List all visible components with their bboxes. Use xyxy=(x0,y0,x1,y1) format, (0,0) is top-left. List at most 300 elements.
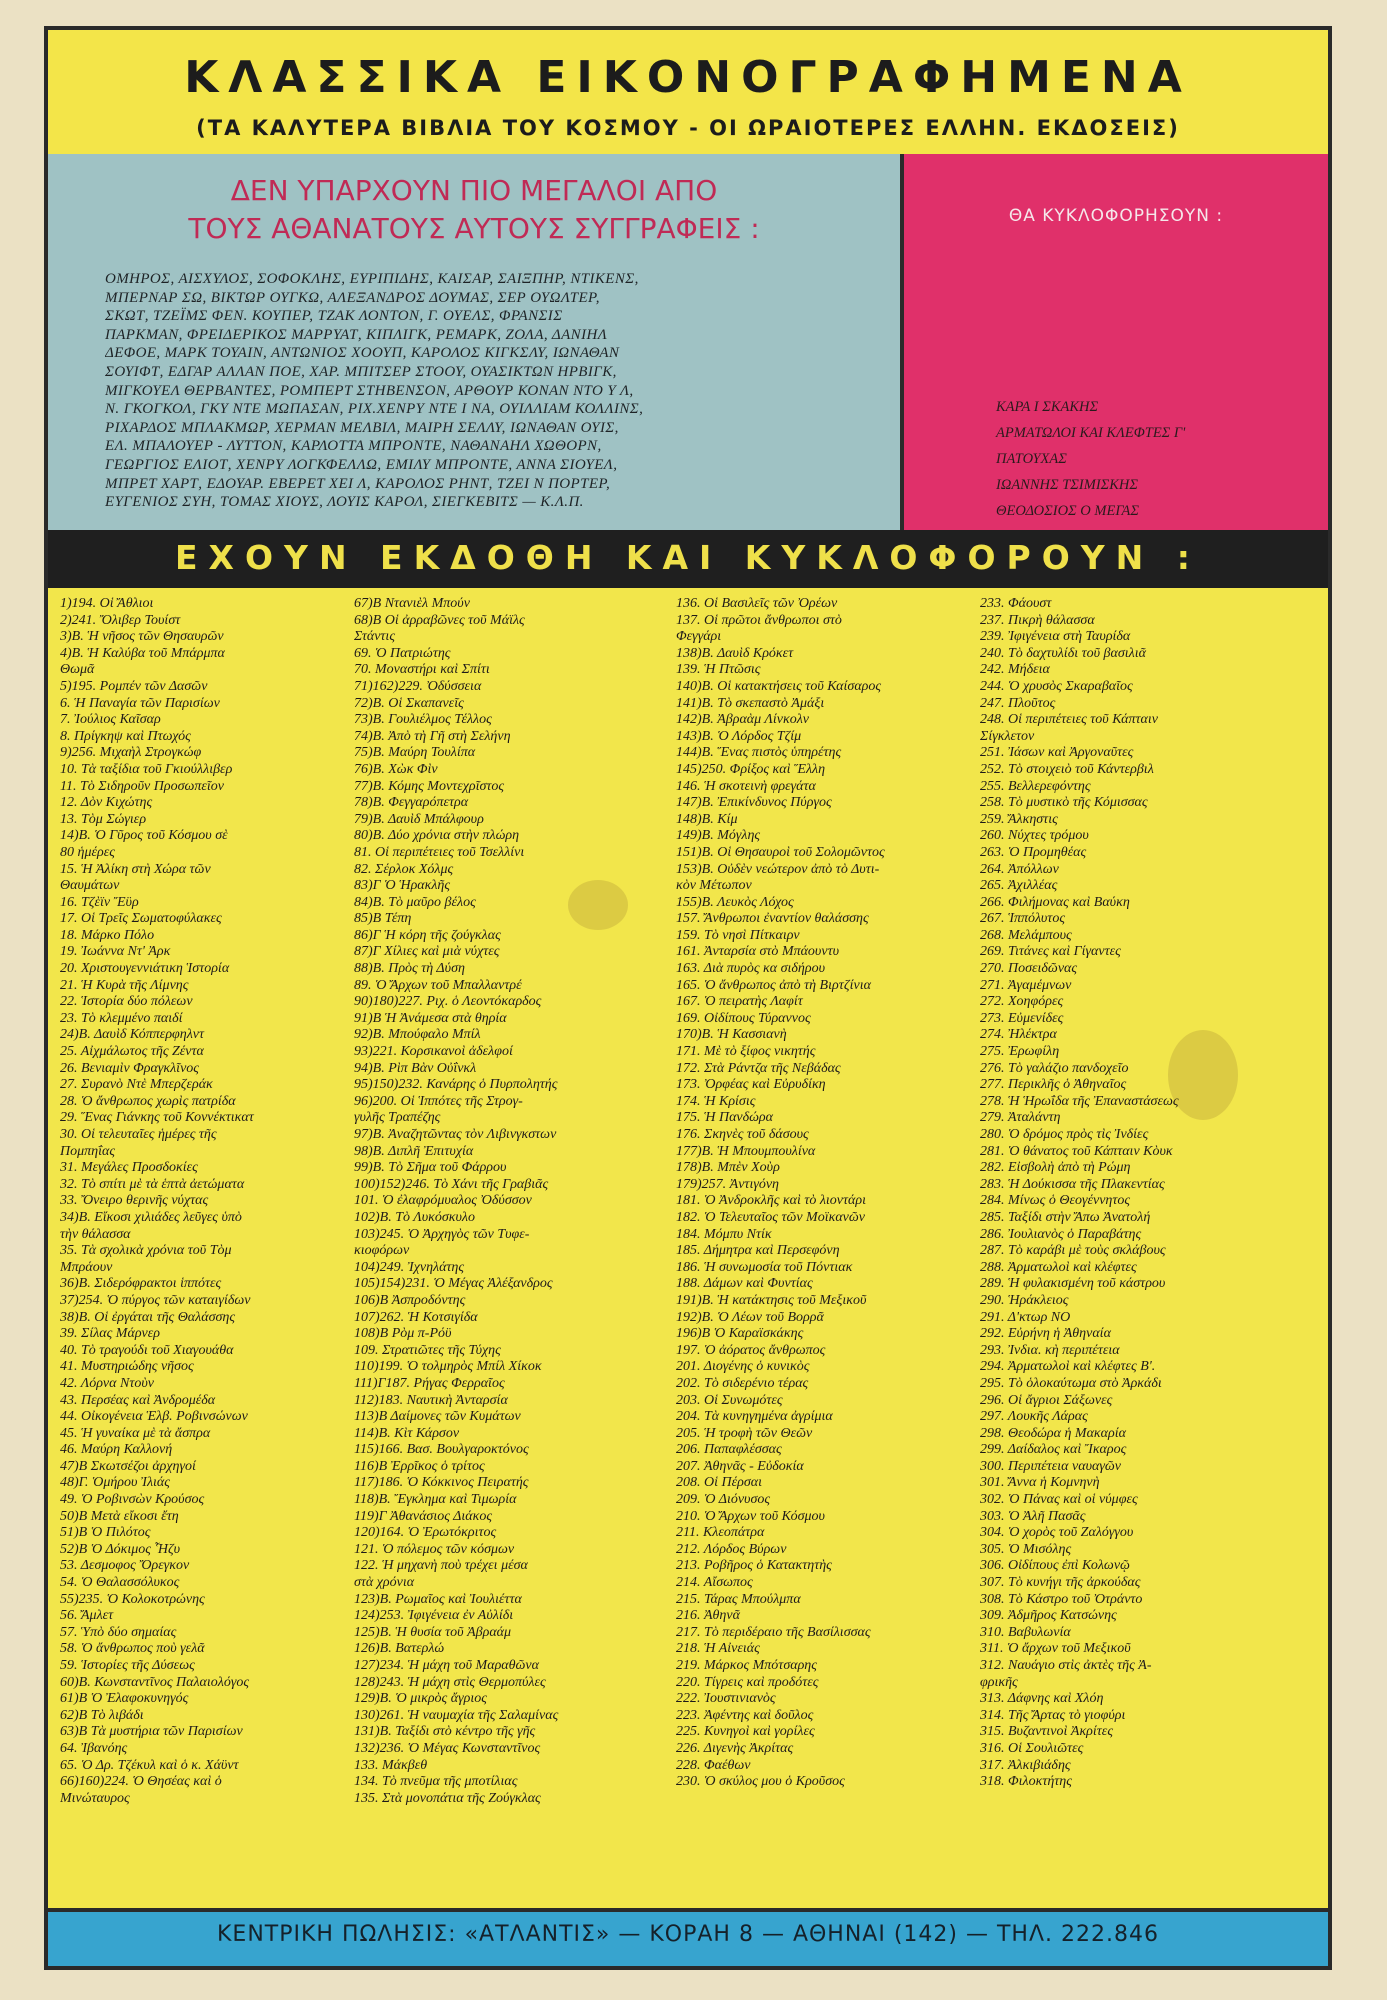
title-entry: 19. Ἰωάννα Ντ' Ἀρκ xyxy=(60,944,171,960)
title-entry: 40. Τὸ τραγούδι τοῦ Χιαγουάθα xyxy=(60,1342,234,1358)
title-entry: 147)Β. Ἐπικίνδυνος Πύργος xyxy=(676,795,832,811)
title-entry: 204. Τὰ κυνηγημένα ἀγρίμια xyxy=(676,1409,833,1425)
title-entry: 45. Ἡ γυναίκα μὲ τὰ ἄσπρα xyxy=(60,1425,211,1441)
title-entry: 8. Πρίγκηψ καὶ Πτωχός xyxy=(60,728,191,744)
title-entry: 279. Ἀταλάντη xyxy=(980,1110,1061,1126)
main-title: ΚΛΑΣΣΙΚΑ ΕΙΚΟΝΟΓΡΑΦΗΜΕΝΑ xyxy=(184,52,1192,103)
title-entry: 41. Μυστηριώδης νῆσος xyxy=(60,1359,194,1375)
title-entry: 47)Β Σκωτσέζοι ἀρχηγοί xyxy=(60,1458,196,1474)
title-entry: 48)Γ. Ὁμήρου Ἰλιάς xyxy=(60,1475,170,1491)
title-entry: 34)Β. Εἴκοσι χιλιάδες λεῦγες ὑπὸ xyxy=(60,1209,242,1225)
title-entry: 230. Ὁ σκύλος μου ὁ Κροῦσος xyxy=(676,1774,845,1790)
title-entry: 100)152)246. Τὸ Χάνι τῆς Γραβιᾶς xyxy=(354,1176,549,1192)
title-entry: 307. Τὸ κυνήγι τῆς ἀρκούδας xyxy=(980,1575,1141,1591)
title-entry: Θαυμάτων xyxy=(60,878,120,894)
title-entry: 205. Ἡ τροφὴ τῶν Θεῶν xyxy=(676,1425,813,1441)
title-entry: 145)250. Φρίξος καὶ Ἕλλη xyxy=(676,761,826,777)
title-entry: 276. Τὸ γαλάζιο πανδοχεῖο xyxy=(980,1060,1129,1076)
title-entry: 239. Ἰφιγένεια στὴ Ταυρίδα xyxy=(980,629,1131,645)
title-entry: 309. Ἀδμῆρος Κατσώνης xyxy=(980,1608,1117,1624)
title-entry: 35. Τὰ σχολικὰ χρόνια τοῦ Τὸμ xyxy=(60,1243,232,1259)
title-entry: φρικῆς xyxy=(980,1674,1018,1690)
title-entry: 219. Μάρκος Μπότσαρης xyxy=(676,1658,817,1673)
title-entry: 89. Ὁ Ἄρχων τοῦ Μπαλλαντρέ xyxy=(354,977,522,993)
title-entry: 114)Β. Κὶτ Κάρσον xyxy=(354,1425,460,1441)
title-entry: 36)Β. Σιδερόφρακτοι ἱππότες xyxy=(60,1276,222,1292)
title-entry: 273. Εὐμενίδες xyxy=(980,1010,1064,1026)
title-entry: 312. Ναυάγιο στὶς ἀκτὲς τῆς Ἀ- xyxy=(980,1658,1152,1673)
title-entry: 218. Ἡ Αἰνειάς xyxy=(676,1641,760,1657)
forthcoming-list xyxy=(996,394,1185,524)
title-entry: 226. Διγενὴς Ἀκρίτας xyxy=(676,1740,794,1756)
forthcoming-title: ΘΕΟΔΟΣΙΟΣ Ο ΜΕΓΑΣ xyxy=(996,503,1139,519)
title-entry: 178)Β. Μπὲν Χοὺρ xyxy=(676,1160,780,1176)
title-entry: 80)Β. Δύο χρόνια στὴν πλώρη xyxy=(354,828,520,844)
title-entry: 285. Ταξίδι στὴν Ἄπω Ἀνατολή xyxy=(980,1209,1151,1225)
title-entry: γυλῆς Τραπέζης xyxy=(354,1110,441,1126)
title-entry: 135. Στὰ μονοπάτια τῆς Ζούγκλας xyxy=(354,1790,541,1806)
title-entry: 58. Ὁ ἄνθρωπος ποὺ γελᾶ xyxy=(60,1641,205,1657)
title-entry: 128)243. Ἡ μάχη στὶς Θερμοπύλες xyxy=(354,1674,546,1690)
title-entry: 62)Β Τὸ λιβάδι xyxy=(60,1707,144,1723)
title-entry: 71)162)229. Ὀδύσσεια xyxy=(354,678,482,694)
title-entry: 271. Ἀγαμέμνων xyxy=(980,977,1072,993)
title-entry: 170)Β. Ἡ Κασσιανὴ xyxy=(676,1027,787,1043)
title-entry: 310. Βαβυλωνία xyxy=(980,1624,1071,1640)
title-entry: 64. Ἰβανόης xyxy=(60,1740,128,1756)
title-entry: 167. Ὁ πειρατὴς Λαφίτ xyxy=(676,994,803,1010)
paper-stain xyxy=(1168,1030,1238,1120)
title-entry: 65. Ὁ Δρ. Τζέκυλ καὶ ὁ κ. Χάϋντ xyxy=(60,1757,239,1773)
title-entry: 68)Β Οἱ ἀρραβῶνες τοῦ Μάϊλς xyxy=(354,612,525,628)
title-entry: 284. Μίνως ὁ Θεογέννητος xyxy=(980,1193,1131,1209)
title-entry: 55)235. Ὁ Κολοκοτρώνης xyxy=(60,1591,205,1607)
title-entry: κιοφόρων xyxy=(354,1243,410,1259)
forthcoming-heading: ΘΑ ΚΥΚΛΟΦΟΡΗΣΟΥΝ : xyxy=(1008,206,1224,226)
title-entry: 278. Ἡ Ἡρωΐδα τῆς Ἐπαναστάσεως xyxy=(980,1093,1179,1109)
title-entry: 50)Β Μετὰ εἴκοσι ἔτη xyxy=(60,1508,179,1524)
title-entry: 3)Β. Ἡ νῆσος τῶν Θησαυρῶν xyxy=(60,629,224,645)
title-entry: 121. Ὁ πόλεμος τῶν κόσμων xyxy=(354,1541,515,1557)
title-entry: 228. Φαέθων xyxy=(676,1757,751,1773)
title-entry: 7. Ἰούλιος Καῖσαρ xyxy=(60,712,161,728)
title-entry: 66)160)224. Ὁ Θησέας καὶ ὁ xyxy=(60,1774,222,1790)
title-entry: 140)Β. Οἱ κατακτήσεις τοῦ Καίσαρος xyxy=(676,678,882,694)
title-entry: 314. Τῆς Ἄρτας τὸ γιοφύρι xyxy=(980,1707,1126,1723)
title-entry: 255. Βελλερεφόντης xyxy=(980,778,1091,794)
title-entry: 303. Ὁ Ἀλῆ Πασᾶς xyxy=(980,1508,1086,1524)
title-entry: 42. Λόρνα Ντοὺν xyxy=(60,1375,154,1391)
title-entry: 108)Β Ρὸμ π-Ρόϋ xyxy=(354,1326,452,1342)
titles-column-3 xyxy=(676,596,938,1791)
title-entry: 88)Β. Πρὸς τὴ Δύση xyxy=(354,961,465,977)
title-entry: 240. Τὸ δαχτυλίδι τοῦ βασιλιᾶ xyxy=(980,645,1146,661)
forthcoming-title: ΚΑΡΑ Ι ΣΚΑΚΗΣ xyxy=(996,399,1099,415)
title-entry: 259. Ἄλκηστις xyxy=(980,811,1058,827)
title-entry: 122. Ἡ μηχανὴ ποὺ τρέχει μέσα xyxy=(354,1558,528,1574)
title-entry: 171. Μὲ τὸ ξίφος νικητής xyxy=(676,1044,816,1060)
title-entry: 57. Ὑπὸ δύο σημαίας xyxy=(60,1624,177,1640)
title-entry: 175. Ἡ Πανδώρα xyxy=(676,1110,773,1126)
title-entry: 46. Μαύρη Καλλονή xyxy=(60,1442,173,1458)
title-entry: 5)195. Ρομπέν τῶν Δασῶν xyxy=(60,678,208,694)
title-entry: 157. Ἄνθρωποι ἐναντίον θαλάσσης xyxy=(676,911,869,927)
title-entry: 105)154)231. Ὁ Μέγας Ἀλέξανδρος xyxy=(354,1276,553,1292)
title-entry: 213. Ροβῆρος ὁ Κατακτητὴς xyxy=(676,1558,832,1574)
title-entry: 294. Ἀρματωλοὶ καὶ κλέφτες Β'. xyxy=(980,1359,1156,1375)
authors-list xyxy=(105,270,895,512)
authors-line: ΓΕΩΡΓΙΟΣ ΕΛΙΟΤ, ΧΕΝΡΥ ΛΟΓΚΦΕΛΛΩ, ΕΜΙΛΥ ΜΠΡΟΝΤΕ, ΑΝΝΑ ΣΙΟΥΕΛ, xyxy=(105,456,618,473)
title-entry: 302. Ὁ Πάνας καὶ οἱ νύμφες xyxy=(980,1492,1138,1508)
title-entry: 125)Β. Ἡ θυσία τοῦ Ἀβραάμ xyxy=(354,1624,512,1640)
title-entry: 137. Οἱ πρῶτοι ἄνθρωποι στὸ xyxy=(676,612,842,628)
title-entry: 248. Οἱ περιπέτειες τοῦ Κάπταιν xyxy=(980,712,1158,728)
title-entry: 247. Πλοῦτος xyxy=(980,695,1056,711)
title-entry: 298. Θεοδώρα ἡ Μακαρία xyxy=(980,1425,1126,1441)
title-entry: 277. Περικλῆς ὁ Ἀθηναῖος xyxy=(980,1077,1127,1093)
title-entry: 37)254. Ὁ πύργος τῶν καταιγίδων xyxy=(60,1292,251,1308)
authors-line: ΡΙΧΑΡΔΟΣ ΜΠΛΑΚΜΩΡ, ΧΕΡΜΑΝ ΜΕΛΒΙΛ, ΜΑΙΡΗ ΣΕΛΛΥ, ΙΩΝΑΘΑΝ ΟΥΙΣ, xyxy=(105,419,619,436)
title-entry: 315. Βυζαντινοὶ Ἀκρίτες xyxy=(980,1724,1113,1740)
title-entry: Σίγκλετον xyxy=(980,728,1035,744)
title-entry: 32. Τὸ σπίτι μὲ τὰ ἑπτὰ ἀετώματα xyxy=(60,1176,245,1192)
title-entry: 127)234. Ἡ μάχη τοῦ Μαραθῶνα xyxy=(354,1658,539,1673)
title-entry: 142)Β. Ἀβραὰμ Λίνκολν xyxy=(676,712,809,728)
title-entry: 130)261. Ἡ ναυμαχία τῆς Σαλαμίνας xyxy=(354,1707,559,1723)
sub-title: (ΤΑ ΚΑΛΥΤΕΡΑ ΒΙΒΛΙΑ ΤΟΥ ΚΟΣΜΟΥ - ΟΙ ΩΡΑΙΟΤΕΡΕΣ ΕΛΛΗΝ. ΕΚΔΟΣΕΙΣ) xyxy=(196,116,1180,140)
title-entry: 106)Β Ἀσπροδόντης xyxy=(354,1292,466,1308)
title-entry: 263. Ὁ Προμηθέας xyxy=(980,844,1087,860)
title-entry: 56. Ἄμλετ xyxy=(60,1608,114,1624)
title-entry: 211. Κλεοπάτρα xyxy=(676,1525,765,1541)
title-entry: 53. Δεσμοφος Ὄρεγκον xyxy=(60,1558,190,1574)
title-entry: 208. Οἱ Πέρσαι xyxy=(676,1475,762,1491)
authors-heading-line: ΤΟΥΣ ΑΘΑΝΑΤΟΥΣ ΑΥΤΟΥΣ ΣΥΓΓΡΑΦΕΙΣ : xyxy=(188,212,760,245)
title-entry: 17. Οἱ Τρεῖς Σωματοφύλακες xyxy=(60,911,222,927)
title-entry: 118)Β. Ἔγκλημα καὶ Τιμωρία xyxy=(354,1492,517,1508)
title-entry: Στάντις xyxy=(354,629,395,645)
title-entry: 61)Β Ὁ Ἐλαφοκυνηγός xyxy=(60,1691,189,1707)
title-entry: 174. Ἡ Κρίσις xyxy=(676,1093,756,1109)
title-entry: 177)Β. Ἡ Μπουμπουλίνα xyxy=(676,1143,816,1159)
title-entry: 301. Ἄννα ἡ Κομνηνὴ xyxy=(980,1475,1100,1491)
title-entry: 54. Ὁ Θαλασσόλυκος xyxy=(60,1575,180,1591)
title-entry: 120)164. Ὁ Ἐρωτόκριτος xyxy=(354,1525,497,1541)
title-entry: 305. Ὁ Μισόλης xyxy=(980,1541,1072,1557)
title-entry: 179)257. Ἀντιγόνη xyxy=(676,1176,780,1192)
title-entry: 297. Λουκῆς Λάρας xyxy=(980,1409,1088,1425)
title-entry: 266. Φιλήμονας καὶ Βαύκη xyxy=(980,894,1130,910)
title-entry: 161. Ἀνταρσία στὸ Μπάουντυ xyxy=(676,944,840,960)
title-entry: 149)Β. Μόγλης xyxy=(676,828,761,844)
title-entry: 74)Β. Ἀπὸ τὴ Γῆ στὴ Σελήνη xyxy=(354,728,511,744)
title-entry: 103)245. Ὁ Ἀρχηγὸς τῶν Τυφε- xyxy=(354,1226,530,1242)
title-entry: 251. Ἰάσων καὶ Ἀργοναῦτες xyxy=(980,745,1134,761)
title-entry: 20. Χριστουγεννιάτικη Ἱστορία xyxy=(60,961,230,977)
title-entry: 2)241. Ὄλιβερ Τουίστ xyxy=(60,612,181,628)
title-entry: 270. Ποσειδῶνας xyxy=(980,961,1078,977)
title-entry: 87)Γ Χίλιες καὶ μιὰ νύχτες xyxy=(354,944,500,960)
title-entry: 51)Β Ὁ Πιλότος xyxy=(60,1525,151,1541)
title-entry: 141)Β. Τὸ σκεπαστὸ Ἀμάξι xyxy=(676,695,825,711)
title-entry: 283. Ἡ Δούκισσα τῆς Πλακεντίας xyxy=(980,1176,1165,1192)
title-entry: 188. Δάμων καὶ Φυντίας xyxy=(676,1276,813,1292)
title-entry: 210. Ὁ Ἄρχων τοῦ Κόσμου xyxy=(676,1508,825,1524)
title-entry: 10. Τὰ ταξίδια τοῦ Γκιούλλιβερ xyxy=(60,761,233,777)
authors-line: ΕΥΓΕΝΙΟΣ ΣΥΗ, ΤΟΜΑΣ ΧΙΟΥΣ, ΛΟΥΙΣ ΚΑΡΟΛ, ΣΙΕΓΚΕΒΙΤΣ — Κ.Λ.Π. xyxy=(105,494,584,511)
title-entry: 138)Β. Δαυὶδ Κρόκετ xyxy=(676,645,794,661)
title-entry: 316. Οἱ Σουλιῶτες xyxy=(980,1740,1084,1756)
title-entry: 84)Β. Τὸ μαῦρο βέλος xyxy=(354,894,476,910)
authors-line: Ν. ΓΚΟΓΚΟΛ, ΓΚΥ ΝΤΕ ΜΩΠΑΣΑΝ, ΡΙΧ.ΧΕΝΡΥ ΝΤΕ Ι ΝΑ, ΟΥΙΛΛΙΑΜ ΚΟΛΛΙΝΣ, xyxy=(105,401,644,418)
authors-heading xyxy=(48,172,900,248)
title-entry: 21. Ἡ Κυρὰ τῆς Λίμνης xyxy=(60,977,189,993)
title-entry: 11. Τὸ Σιδηροῦν Προσωπεῖον xyxy=(60,778,225,794)
authors-line: ΕΛ. ΜΠΑΛΟΥΕΡ - ΛΥΤΤΟΝ, ΚΑΡΛΟΤΤΑ ΜΠΡΟΝΤΕ, ΝΑΘΑΝΑΗΛ ΧΩΘΟΡΝ, xyxy=(105,438,602,455)
title-entry: 146. Ἡ σκοτεινὴ φρεγάτα xyxy=(676,778,816,794)
title-entry: 313. Δάφνης καὶ Χλόη xyxy=(980,1691,1104,1707)
title-entry: 304. Ὁ χορὸς τοῦ Ζαλόγγου xyxy=(980,1525,1134,1541)
title-entry: 126)Β. Βατερλώ xyxy=(354,1641,445,1657)
title-entry: 63)Β Τὰ μυστήρια τῶν Παρισίων xyxy=(60,1724,243,1740)
title-entry: 129)Β. Ὁ μικρὸς ἄγριος xyxy=(354,1691,487,1707)
title-entry: 139. Ἡ Πτῶσις xyxy=(676,662,761,678)
title-entry: 222. Ἰουστινιανὸς xyxy=(676,1691,776,1707)
title-entry: 28. Ὁ ἄνθρωπος χωρὶς πατρίδα xyxy=(60,1093,236,1109)
title-entry: 306. Οἰδίπους ἐπὶ Κολωνῷ xyxy=(980,1558,1130,1574)
title-entry: 203. Οἱ Συνωμότες xyxy=(676,1392,783,1408)
title-entry: 18. Μάρκο Πόλο xyxy=(60,927,155,943)
title-entry: 101. Ὁ ἐλαφρόμυαλος Ὀδύσσον xyxy=(354,1193,532,1209)
title-entry: 83)Γ Ὁ Ἡρακλῆς xyxy=(354,878,451,894)
title-entry: 296. Οἱ ἄγριοι Σάξωνες xyxy=(980,1392,1113,1408)
title-entry: Μινώταυρος xyxy=(60,1790,130,1806)
title-entry: 212. Λόρδος Βύρων xyxy=(676,1541,787,1557)
title-entry: 274. Ἠλέκτρα xyxy=(980,1027,1057,1043)
title-entry: 311. Ὁ ἄρχων τοῦ Μεξικοῦ xyxy=(980,1641,1131,1657)
title-entry: 260. Νύχτες τρόμου xyxy=(980,828,1089,844)
title-entry: 6. Ἡ Παναγία τῶν Παρισίων xyxy=(60,695,220,711)
title-entry: 70. Μοναστήρι καὶ Σπίτι xyxy=(354,662,490,678)
authors-line: ΜΠΡΕΤ ΧΑΡΤ, ΕΔΟΥΑΡ. ΕΒΕΡΕΤ ΧΕΙ Λ, ΚΑΡΟΛΟΣ ΡΗΝΤ, ΤΖΕΙ Ν ΠΟΡΤΕΡ, xyxy=(105,475,611,492)
authors-line: ΔΕΦΟΕ, ΜΑΡΚ ΤΟΥΑΙΝ, ΑΝΤΩΝΙΟΣ ΧΟΟΥΠ, ΚΑΡΟΛΟΣ ΚΙΓΚΣΛΥ, ΙΩΝΑΘΑΝ xyxy=(105,345,620,362)
title-entry: 67)Β Ντανιὲλ Μπούν xyxy=(354,596,470,611)
title-entry: 29. Ἕνας Γιάνκης τοῦ Κοννέκτικατ xyxy=(60,1110,254,1126)
title-entry: 220. Τίγρεις καὶ προδότες xyxy=(676,1674,819,1690)
title-entry: 123)Β. Ρωμαῖος καὶ Ἰουλιέττα xyxy=(354,1591,522,1607)
title-entry: 75)Β. Μαύρη Τουλίπα xyxy=(354,745,476,761)
title-entry: 163. Διὰ πυρὸς κα σιδήρου xyxy=(676,961,826,977)
title-entry: 197. Ὁ ἀόρατος ἄνθρωπος xyxy=(676,1342,826,1358)
title-entry: 60)Β. Κωνσταντῖνος Παλαιολόγος xyxy=(60,1674,250,1690)
forthcoming-title: ΙΩΑΝΝΗΣ ΤΣΙΜΙΣΚΗΣ xyxy=(996,477,1139,493)
titles-column-4 xyxy=(980,596,1322,1791)
title-entry: 217. Τὸ περιδέραιο τῆς Βασίλισσας xyxy=(676,1624,871,1640)
title-entry: 115)166. Βασ. Βουλγαροκτόνος xyxy=(354,1442,529,1458)
title-entry: 23. Τὸ κλεμμένο παιδί xyxy=(60,1010,183,1026)
title-entry: 52)Β Ὁ Δόκιμος Ἧζυ xyxy=(60,1541,181,1557)
title-entry: 267. Ἱππόλυτος xyxy=(980,911,1065,927)
title-entry: 289. Ἡ φυλακισμένη τοῦ κάστρου xyxy=(980,1276,1166,1292)
title-entry: 291. Δ'κτωρ ΝΟ xyxy=(980,1309,1071,1325)
title-entry: 242. Μήδεια xyxy=(980,662,1050,678)
title-entry: 73)Β. Γουλιέλμος Τέλλος xyxy=(354,712,492,728)
title-entry: 151)Β. Οἱ Θησαυροὶ τοῦ Σολομῶντος xyxy=(676,844,885,860)
title-entry: 110)199. Ὁ τολμηρὸς Μπίλ Χίκοκ xyxy=(354,1359,542,1375)
title-entry: 281. Ὁ θάνατος τοῦ Κάπταιν Κὸυκ xyxy=(980,1143,1173,1159)
title-entry: 185. Δήμητρα καὶ Περσεφόνη xyxy=(676,1243,840,1259)
title-entry: 252. Τὸ στοιχειὸ τοῦ Κάντερβιλ xyxy=(980,761,1154,777)
authors-line: ΜΙΓΚΟΥΕΛ ΘΕΡΒΑΝΤΕΣ, ΡΟΜΠΕΡΤ ΣΤΗΒΕΝΣΟΝ, ΑΡΘΟΥΡ ΚΟΝΑΝ ΝΤΟ Υ Λ, xyxy=(105,382,634,399)
authors-line: ΠΑΡΚΜΑΝ, ΦΡΕΙΔΕΡΙΚΟΣ ΜΑΡΡΥΑΤ, ΚΙΠΛΙΓΚ, ΡΕΜΑΡΚ, ΖΟΛΑ, ΔΑΝΙΗΛ xyxy=(105,326,608,343)
title-entry: 173. Ὀρφέας καὶ Εὐρυδίκη xyxy=(676,1077,826,1093)
title-entry: 117)186. Ὁ Κόκκινος Πειρατής xyxy=(354,1475,529,1491)
title-entry: 223. Ἀφέντης καὶ δοῦλος xyxy=(676,1707,814,1723)
title-entry: 86)Γ Ἡ κόρη τῆς ζούγκλας xyxy=(354,927,501,943)
paper-stain xyxy=(568,880,628,930)
title-entry: 72)Β. Οἱ Σκαπανεῖς xyxy=(354,695,464,711)
title-entry: 233. Φάουστ xyxy=(980,596,1052,611)
title-entry: 191)Β. Ἡ κατάκτησις τοῦ Μεξικοῦ xyxy=(676,1292,867,1308)
title-entry: 90)180)227. Ριχ. ὁ Λεοντόκαρδος xyxy=(354,994,542,1010)
title-entry: 155)Β. Λευκὸς Λόχος xyxy=(676,894,794,910)
title-entry: 192)Β. Ὁ Λέων τοῦ Βορρᾶ xyxy=(676,1309,824,1325)
title-entry: 181. Ὁ Ἀνδροκλῆς καὶ τὸ λιοντάρι xyxy=(676,1193,866,1209)
title-entry: 237. Πικρὴ θάλασσα xyxy=(980,612,1095,628)
title-entry: 165. Ὁ ἄνθρωπος ἀπὸ τὴ Βιρτζίνια xyxy=(676,977,871,993)
title-entry: 27. Συρανὸ Ντὲ Μπερζεράκ xyxy=(60,1077,213,1093)
title-entry: 133. Μάκβεθ xyxy=(354,1757,428,1773)
title-entry: Φεγγάρι xyxy=(676,629,722,645)
title-entry: 119)Γ Ἀθανάσιος Διάκος xyxy=(354,1508,493,1524)
title-entry: 116)Β Ἐρρῖκος ὁ τρίτος xyxy=(354,1458,485,1474)
title-entry: 244. Ὁ χρυσὸς Σκαραβαῖος xyxy=(980,678,1133,694)
published-heading: ΕΧΟΥΝ ΕΚΔΟΘΗ ΚΑΙ ΚΥΚΛΟΦΟΡΟΥΝ : xyxy=(175,538,1201,577)
title-entry: Θωμᾶ xyxy=(60,662,95,678)
title-entry: 215. Τάρας Μπούλμπα xyxy=(676,1591,801,1607)
authors-heading-line: ΔΕΝ ΥΠΑΡΧΟΥΝ ΠΙΟ ΜΕΓΑΛΟΙ ΑΠΟ xyxy=(230,174,718,207)
authors-line: ΟΜΗΡΟΣ, ΑΙΣΧΥΛΟΣ, ΣΟΦΟΚΛΗΣ, ΕΥΡΙΠΙΔΗΣ, ΚΑΙΣΑΡ, ΣΑΙΞΠΗΡ, ΝΤΙΚΕΝΣ, xyxy=(105,271,639,287)
title-entry: 132)236. Ὁ Μέγας Κωνσταντῖνος xyxy=(354,1740,541,1756)
title-entry: 91)Β Ἡ Ἀνάμεσα στὰ θηρία xyxy=(354,1010,507,1026)
title-entry: 258. Τὸ μυστικὸ τῆς Κόμισσας xyxy=(980,795,1148,811)
title-entry: 299. Δαίδαλος καὶ Ἴκαρος xyxy=(980,1442,1127,1458)
title-entry: 59. Ἱστορίες τῆς Δύσεως xyxy=(60,1658,195,1673)
title-entry: 184. Μόμπυ Ντίκ xyxy=(676,1226,772,1242)
title-entry: 96)200. Οἱ Ἱππότες τῆς Στρογ- xyxy=(354,1093,523,1109)
title-entry: στὰ χρόνια xyxy=(354,1575,415,1591)
title-entry: 308. Τὸ Κάστρο τοῦ Ὀτράντο xyxy=(980,1591,1143,1607)
title-entry: 264. Ἀπόλλων xyxy=(980,861,1059,877)
title-entry: 159. Τὸ νησὶ Πίτκαιρν xyxy=(676,927,800,943)
title-entry: 43. Περσέας καὶ Ἀνδρομέδα xyxy=(60,1392,216,1408)
title-entry: 112)183. Ναυτικὴ Ἀνταρσία xyxy=(354,1392,508,1408)
poster-frame xyxy=(44,26,1332,1970)
title-entry: 94)Β. Ρὶπ Βὰν Οὐΐνκλ xyxy=(354,1060,477,1076)
title-entry: 136. Οἱ Βασιλεῖς τῶν Ὀρέων xyxy=(676,596,838,611)
title-entry: 202. Τὸ σιδερένιο τέρας xyxy=(676,1375,809,1391)
title-entry: 38)Β. Οἱ ἐργάται τῆς Θαλάσσης xyxy=(60,1309,236,1325)
title-entry: 104)249. Ἰχνηλάτης xyxy=(354,1259,465,1275)
title-entry: 93)221. Κορσικανοὶ ἀδελφοί xyxy=(354,1044,513,1060)
title-entry: 144)Β. Ἕνας πιστὸς ὑπηρέτης xyxy=(676,745,842,761)
title-entry: 16. Τζὲϊν Ἔϋρ xyxy=(60,894,139,910)
title-entry: 31. Μεγάλες Προσδοκίες xyxy=(60,1160,198,1176)
title-entry: 1)194. Οἱ Ἄθλιοι xyxy=(60,596,154,611)
title-entry: 216. Ἀθηνᾶ xyxy=(676,1608,740,1624)
title-entry: 33. Ὄνειρο θερινῆς νύχτας xyxy=(60,1193,209,1209)
title-entry: 81. Οἱ περιπέτειες τοῦ Τσελλίνι xyxy=(354,844,525,860)
title-entry: 9)256. Μιχαὴλ Στρογκώφ xyxy=(60,745,202,761)
title-entry: 49. Ὁ Ροβινσὼν Κρούσος xyxy=(60,1492,205,1508)
title-entry: 272. Χοηφόρες xyxy=(980,994,1064,1010)
title-entry: 99)Β. Τὸ Σῆμα τοῦ Φάρρου xyxy=(354,1160,507,1176)
title-entry: 148)Β. Κίμ xyxy=(676,811,738,827)
title-entry: 317. Ἀλκιβιάδης xyxy=(980,1757,1071,1773)
titles-column-2 xyxy=(354,596,616,1807)
title-entry: 290. Ἡράκλειος xyxy=(980,1292,1069,1308)
forthcoming-panel xyxy=(904,154,1328,530)
footer-text: ΚΕΝΤΡΙΚΗ ΠΩΛΗΣΙΣ: «ΑΤΛΑΝΤΙΣ» — ΚΟΡΑΗ 8 — ΑΘΗΝΑΙ (142) — ΤΗΛ. 222.846 xyxy=(217,1922,1159,1947)
title-entry: 275. Ἐρωφίλη xyxy=(980,1044,1060,1060)
title-entry: 172. Στὰ Ράντζα τῆς Νεβάδας xyxy=(676,1060,841,1076)
title-entry: 13. Τὸμ Σώγιερ xyxy=(60,811,147,827)
title-entry: 186. Ἡ συνωμοσία τοῦ Πόντιακ xyxy=(676,1259,853,1275)
title-entry: 182. Ὁ Τελευταῖος τῶν Μοϊκανῶν xyxy=(676,1209,865,1225)
title-entry: 77)Β. Κόμης Μοντεχρῖστος xyxy=(354,778,505,794)
title-entry: 102)Β. Τὸ Λυκόσκυλο xyxy=(354,1209,475,1225)
title-entry: 201. Διογένης ὁ κυνικὸς xyxy=(676,1359,810,1375)
title-entry: 24)Β. Δαυὶδ Κόππερφηλντ xyxy=(60,1027,205,1043)
title-entry: 15. Ἡ Ἀλίκη στὴ Χώρα τῶν xyxy=(60,861,211,877)
forthcoming-title: ΠΑΤΟΥΧΑΣ xyxy=(996,451,1067,467)
authors-line: ΜΠΕΡΝΑΡ ΣΩ, ΒΙΚΤΩΡ ΟΥΓΚΩ, ΑΛΕΞΑΝΔΡΟΣ ΔΟΥΜΑΣ, ΣΕΡ ΟΥΩΛΤΕΡ, xyxy=(105,289,600,306)
title-entry: Μπράουν xyxy=(60,1259,113,1275)
title-entry: 131)Β. Ταξίδι στὸ κέντρο τῆς γῆς xyxy=(354,1724,536,1740)
title-entry: 107)262. Ἡ Κοτσιγίδα xyxy=(354,1309,478,1325)
title-entry: 39. Σίλας Μάρνερ xyxy=(60,1326,160,1342)
title-entry: κὸν Μέτωπον xyxy=(676,878,752,894)
title-entry: 265. Ἀχιλλέας xyxy=(980,878,1058,894)
title-entry: 293. Ἰνδια. κὴ περιπέτεια xyxy=(980,1342,1120,1358)
title-entry: 209. Ὁ Διόνυσος xyxy=(676,1492,771,1508)
title-entry: 30. Οἱ τελευταῖες ἡμέρες τῆς xyxy=(60,1127,217,1142)
title-entry: 214. Αἴσωπος xyxy=(676,1575,753,1591)
title-entry: 288. Ἀρματωλοὶ καὶ κλέφτες xyxy=(980,1259,1137,1275)
title-entry: 300. Περιπέτεια ναυαγῶν xyxy=(980,1458,1121,1474)
authors-line: ΣΟΥΙΦΤ, ΕΔΓΑΡ ΑΛΛΑΝ ΠΟΕ, ΧΑΡ. ΜΠΙΤΣΕΡ ΣΤΟΟΥ, ΟΥΑΣΙΚΤΩΝ ΗΡΒΙΓΚ, xyxy=(105,363,617,380)
title-entry: 69. Ὁ Πατριώτης xyxy=(354,645,451,661)
title-entry: 14)Β. Ὁ Γῦρος τοῦ Κόσμου σὲ xyxy=(60,828,228,844)
title-entry: 225. Κυνηγοὶ καὶ γορίλες xyxy=(676,1724,815,1740)
title-entry: 76)Β. Χὼκ Φὶν xyxy=(354,761,438,777)
title-entry: 280. Ὁ δρόμος πρὸς τὶς Ἰνδίες xyxy=(980,1127,1149,1142)
title-entry: 79)Β. Δαυὶδ Μπάλφουρ xyxy=(354,811,484,827)
title-entry: 85)Β Τέπη xyxy=(354,911,412,927)
title-entry: 206. Παπαφλέσσας xyxy=(676,1442,782,1458)
title-entry: 207. Ἀθηνᾶς - Εὐδοκία xyxy=(676,1458,804,1474)
title-entry: 25. Αἰχμάλωτος τῆς Ζέντα xyxy=(60,1044,204,1060)
title-entry: τὴν θάλασσα xyxy=(60,1226,131,1242)
title-entry: 12. Δὸν Κιχώτης xyxy=(60,795,153,811)
title-entry: 109. Στρατιῶτες τῆς Τύχης xyxy=(354,1342,501,1358)
title-entry: 113)Β Δαίμονες τῶν Κυμάτων xyxy=(354,1409,521,1425)
title-entry: 287. Τὸ καράβι μὲ τοὺς σκλάβους xyxy=(980,1243,1166,1259)
title-entry: 95)150)232. Κανάρης ὁ Πυρπολητής xyxy=(354,1077,558,1093)
title-entry: 286. Ἰουλιανὸς ὁ Παραβάτης xyxy=(980,1226,1142,1242)
title-entry: 176. Σκηνὲς τοῦ δάσους xyxy=(676,1127,809,1142)
title-entry: 268. Μελάμπους xyxy=(980,927,1072,943)
